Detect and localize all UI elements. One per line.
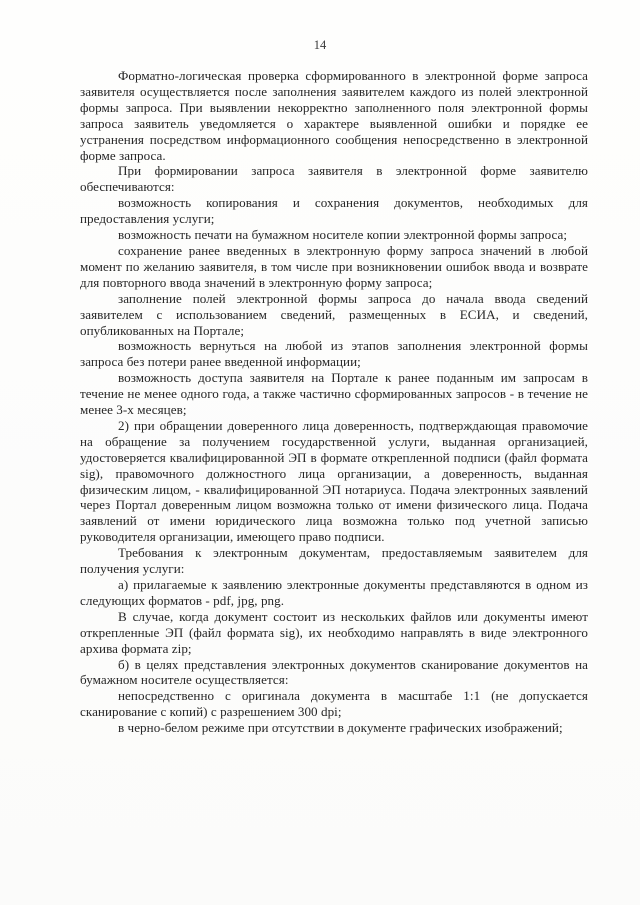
paragraph-proxy: 2) при обращении доверенного лица доверенность, подтверждающая правомочие на обращение за получением государственной услуги, выданная организацией, удостоверяется квалифицированной ЭП в формате открепленной подписи (файл формата sig), правомочного должностного лица организации, а доверенность, выданная физическим лицом, - квалифицированной ЭП нотариуса. Подача электронных заявлений через Портал доверенным лицом возможна только от имени физического лица. Подача заявлений от имени юридического лица возможна только под учетной записью руководителя организации, имеющего право подписи. [80,417,588,545]
paragraph-access-requests: возможность доступа заявителя на Портале к ранее поданным им запросам в течение не менее одного года, а также частично сформированных запросов - в течение не менее 3-х месяцев; [80,370,588,418]
paragraph-format-check: Форматно-логическая проверка сформированного в электронной форме запроса заявителя осуществляется после заполнения заявителем каждого из полей электронной формы запроса. При выявлении некорректно заполненного поля электронной формы запроса заявитель уведомляется о характере выявленной ошибки и порядке ее устранения посредством информационного сообщения непосредственно в электронной форме запроса. [80,68,588,163]
document-body [80,68,588,736]
paragraph-formats: а) прилагаемые к заявлению электронные документы представляются в одном из следующих форматов - pdf, jpg, png. [80,577,588,608]
paragraph-scanning: б) в целях представления электронных документов сканирование документов на бумажном носителе осуществляется: [80,656,588,688]
paragraph-prefill: заполнение полей электронной формы запроса до начала ввода сведений заявителем с использованием сведений, размещенных в ЕСИА, и сведений, опубликованных на Портале; [80,290,588,338]
paragraph-black-white: в черно-белом режиме при отсутствии в документе графических изображений; [118,720,563,736]
paragraph-form-provisions-intro: При формировании запроса заявителя в электронной форме заявителю обеспечиваются: [80,163,588,195]
paragraph-print: возможность печати на бумажном носителе копии электронной формы запроса; [118,227,568,243]
paragraph-return-to-step: возможность вернуться на любой из этапов заполнения электронной формы запроса без потери ранее введенной информации; [80,338,588,370]
paragraph-doc-requirements: Требования к электронным документам, предоставляемым заявителем для получения услуги: [80,545,588,577]
paragraph-save-values: сохранение ранее введенных в электронную форму запроса значений в любой момент по желанию заявителя, в том числе при возникновении ошибок ввода и возврате для повторного ввода значений в электронную форму запроса; [80,242,588,290]
paragraph-copy-save: возможность копирования и сохранения документов, необходимых для предоставления услуги; [80,195,588,227]
paragraph-zip-archive: В случае, когда документ состоит из нескольких файлов или документы имеют открепленные ЭП (файл формата sig), их необходимо направлять в виде электронного архива формата zip; [80,608,588,656]
paragraph-scan-original: непосредственно с оригинала документа в масштабе 1:1 (не допускается сканирование с копий) с разрешением 300 dpi; [80,688,588,720]
page-number: 14 [313,38,327,52]
